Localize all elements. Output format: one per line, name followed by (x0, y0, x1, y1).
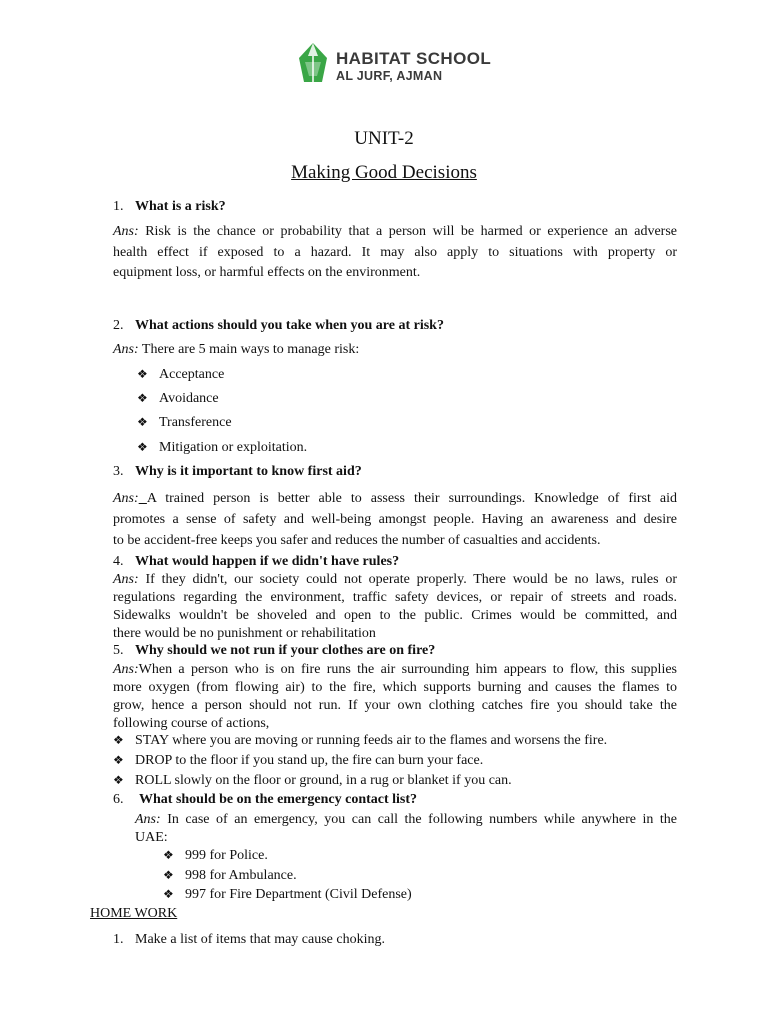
ans-label: Ans: (113, 342, 139, 357)
bullet-icon: ❖ (113, 733, 124, 747)
page-title: Making Good Decisions (291, 162, 477, 183)
answer-line: more oxygen (from flowing air) to the fire, which supports burning and causes the flames to (113, 680, 677, 695)
ans-label: Ans: (113, 662, 139, 677)
list-item: ❖ ROLL slowly on the floor or ground, in a rug or blanket if you can. (113, 773, 512, 788)
list-item: ❖ Acceptance (137, 367, 225, 382)
answer-line: A trained person is better able to assess their surroundings. Knowledge of first aid (146, 491, 677, 506)
list-item: ❖ 999 for Police. (163, 848, 268, 863)
answer-line: UAE: (135, 830, 168, 845)
bullet-icon: ❖ (163, 848, 174, 862)
list-item: ❖ STAY where you are moving or running feeds air to the flames and worsens the fire. (113, 733, 608, 748)
homework-number: 1. (113, 932, 124, 947)
bullet-icon: ❖ (163, 887, 174, 901)
school-name: HABITAT SCHOOL (336, 49, 492, 68)
question-number: 4. (113, 554, 124, 569)
answer-line: In case of an emergency, you can call the following numbers while anywhere in the (167, 812, 678, 827)
answer-1 (113, 222, 677, 284)
question-3 (113, 464, 362, 480)
bullet-icon: ❖ (113, 773, 124, 787)
answer-line: Risk is the chance or probability that a person will be harmed or experience an adverse (145, 224, 677, 239)
list-item: ❖ Mitigation or exploitation. (137, 440, 308, 455)
ans-label: Ans: (135, 812, 161, 827)
answer-line: When a person who is on fire runs the air surrounding him appears to flow, this supplies (138, 662, 677, 677)
answer-line: If they didn't, our society could not operate properly. There would be no laws, rules or (145, 572, 677, 587)
answer-line: to be accident-free keeps you safer and reduces the number of casualties and accidents. (113, 533, 601, 548)
bullet-icon: ❖ (137, 440, 148, 454)
answer-line: grow, hence a person should not run. If your own clothing catches fire you should take the (113, 698, 677, 713)
homework-text: Make a list of items that may cause choking. (135, 932, 385, 947)
ans-label: Ans: (113, 224, 139, 239)
question-5 (113, 643, 435, 659)
answer-line: regulations regarding the environment, traffic safety devices, or repair of streets and roads. (113, 590, 677, 605)
answer-2 (113, 342, 359, 358)
answer-3 (113, 488, 677, 551)
question-4 (113, 554, 399, 570)
question-6 (113, 792, 417, 808)
ans-label: Ans: (113, 491, 139, 506)
school-location: AL JURF, AJMAN (336, 69, 443, 83)
question-text: Why should we not run if your clothes are on fire? (135, 643, 436, 658)
bullet-icon: ❖ (137, 391, 148, 405)
answer-line: Sidewalks wouldn't be shoveled and open to the public. Crimes would be committed, and (113, 608, 677, 623)
list-item: ❖ 997 for Fire Department (Civil Defense) (163, 887, 412, 902)
question-number: 1. (113, 199, 124, 214)
list-item: ❖ Transference (137, 415, 232, 430)
homework-heading: HOME WORK (90, 906, 178, 921)
homework-item (113, 932, 385, 948)
question-1 (113, 199, 226, 215)
question-number: 5. (113, 643, 124, 658)
answer-line: following course of actions, (113, 716, 270, 731)
answer-line: equipment loss, or harmful effects on the environment. (113, 265, 421, 280)
answer-line: health effect if exposed to a hazard. It may also apply to situations with property or (113, 244, 677, 260)
question-text: What is a risk? (135, 199, 226, 214)
list-item: ❖ Avoidance (137, 391, 219, 406)
bullet-icon: ❖ (137, 415, 148, 429)
answer-6 (135, 811, 677, 847)
list-item: ❖ 998 for Ambulance. (163, 868, 297, 883)
question-number: 2. (113, 318, 124, 333)
question-text: Why is it important to know first aid? (135, 464, 362, 479)
question-number: 6. (113, 792, 124, 807)
question-text: What would happen if we didn't have rules? (135, 554, 400, 569)
answer-line: promotes a sense of safety and well-being amongst people. Having an awareness and desire (113, 512, 677, 527)
list-item: ❖ DROP to the floor if you stand up, the fire can burn your face. (113, 753, 484, 768)
answer-5 (113, 661, 677, 733)
school-logo (296, 42, 526, 90)
answer-line: There are 5 main ways to manage risk: (141, 342, 360, 357)
question-2 (113, 318, 444, 334)
question-text: What should be on the emergency contact list? (139, 792, 418, 807)
answer-line: there would be no punishment or rehabilitation (113, 626, 376, 641)
bullet-icon: ❖ (163, 868, 174, 882)
bullet-icon: ❖ (113, 753, 124, 767)
school-logo-emblem-icon (296, 42, 330, 88)
answer-4 (113, 571, 677, 643)
question-number: 3. (113, 464, 124, 479)
unit-heading: UNIT-2 (354, 128, 414, 149)
ans-label: Ans: (113, 572, 139, 587)
bullet-icon: ❖ (137, 367, 148, 381)
question-text: What actions should you take when you are at risk? (135, 318, 444, 333)
